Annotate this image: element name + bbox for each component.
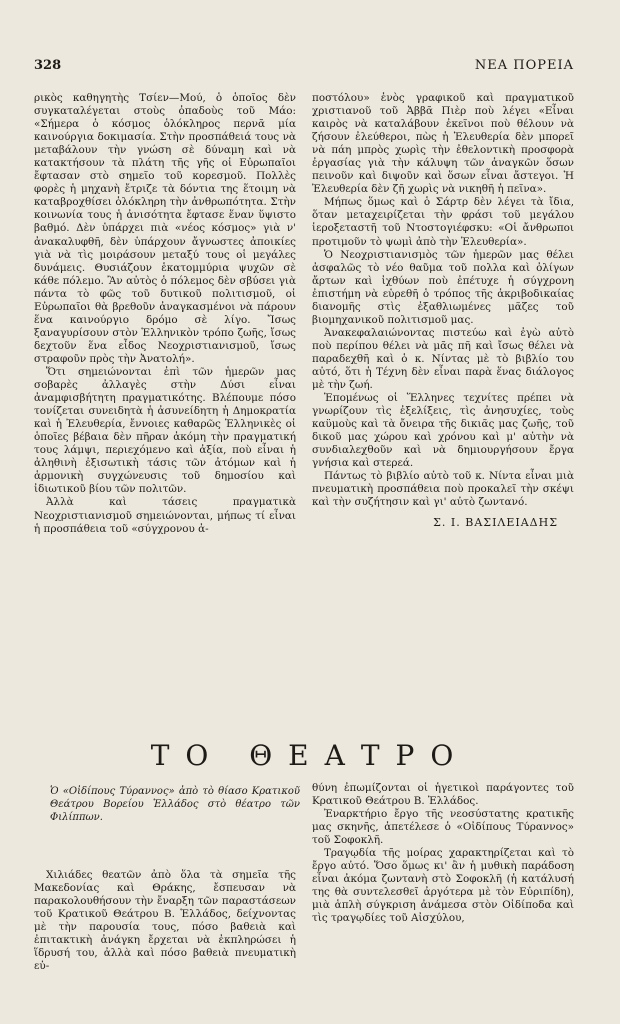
article-paragraph: Ὅτι σημειώνονται ἐπὶ τῶν ἡμερῶν μας σοβαρὲς ἀλλαγὲς στὴν Δύσι εἶναι ἀναμφισβήτητη πραγματικότης. Βλέπουμε πόσο τονίζεται συνειδητὰ ἡ ἀσυνείδητη ἡ Δημοκρατία καὶ ἡ Ἐλευθερία, ἔννοιες καθαρῶς Ἑλληνικὲς οἱ ὁποῖες βέβαια δὲν πῆραν ἀκόμη τὴν πραγματική τους λάμψι, περιεχόμενο καὶ ἀξία, ποὺ εἶναι ἡ ἀληθινὴ ἐξισωτικὴ τάσις τῶν ἀτόμων καὶ ἡ ἁρμονικὴ συγχώνευσις τοῦ δημοσίου καὶ ἰδιωτικοῦ βίου τῶν πολιτῶν.	[34, 365, 296, 496]
theatre-paragraph: Χιλιάδες θεατῶν ἀπὸ ὅλα τὰ σημεῖα τῆς Μακεδονίας καὶ Θράκης, ἔσπευσαν νὰ παρακολουθήσουν τὴν ἔναρξη τῶν παραστάσεων τοῦ Κρατικοῦ Θεάτρου Β. Ἑλλάδος, δείχνοντας μὲ τὴν παρουσία τους, πόσο βαθειὰ καὶ ἐπιτακτικὴ ἀνάγκη ἔρχεται νὰ ἐκπληρώσει ἡ ἵδρυσή του, ἀλλὰ καὶ πόσο βαθειὰ πνευματικὴ εὐ-	[34, 869, 296, 973]
article-paragraph: Ἀλλὰ καὶ τάσεις πραγματικὰ Νεοχριστιανισμοῦ σημειώνονται, μήπως τί εἶναι ἡ προσπάθεια τοῦ «σύγχρονου ἀ-	[34, 496, 296, 535]
article-paragraph: Πάντως τὸ βιβλίο αὐτὸ τοῦ κ. Νίντα εἶναι μιὰ πνευματικὴ προσπάθεια ποὺ προκαλεῖ τὴν σκέψι καὶ τὴν συζήτησιν καὶ γι' αὐτὸ ζωντανό.	[312, 470, 574, 509]
section-title: ΤΟ ΘΕΑΤΡΟ	[150, 739, 470, 772]
journal-title: ΝΕΑ ΠΟΡΕΙΑ	[474, 58, 574, 73]
page-number: 328	[34, 58, 62, 73]
theatre-paragraph: θύνη ἐπωμίζονται οἱ ἡγετικοὶ παράγοντες τοῦ Κρατικοῦ Θεάτρου Β. Ἑλλάδος.	[312, 782, 574, 808]
article-paragraph: Μήπως ὅμως καὶ ὁ Σάρτρ δὲν λέγει τὰ ἴδια, ὅταν μεταχειρίζεται τὴν φράσι τοῦ μεγάλου ἱεροξεταστῆ τοῦ Ντοστογιέφσκυ: «Οἱ ἄνθρωποι προτιμοῦν τὸ ψωμὶ ἀπὸ τὴν Ἐλευθερία».	[312, 196, 574, 248]
article-paragraph: Ὁ Νεοχριστιανισμὸς τῶν ἡμερῶν μας θέλει ἀσφαλῶς τὸ νέο θαῦμα τοῦ πολλα καὶ ὀλίγων ἄρτων καὶ ἰχθύων ποὺ ἐπέτυχε ἡ σύγχρονη ἐπιστήμη νὰ εὑρεθῆ ὁ τρόπος τῆς ἀκριβοδικαίας διανομῆς στὶς ἐξαθλιωμένες μᾶζες τοῦ βιομηχανικοῦ πολιτισμοῦ μας.	[312, 248, 574, 326]
author-signature: Σ. Ι. ΒΑΣΙΛΕΙΑΔΗΣ	[433, 515, 558, 529]
article-paragraph: ποστόλου» ἑνὸς γραφικοῦ καὶ πραγματικοῦ χριστιανοῦ τοῦ Ἀββᾶ Πιὲρ ποὺ λέγει «Εἶναι καιρὸς νὰ καταλάβουν ἐκεῖνοι ποὺ θέλουν νὰ ζήσουν ἐλεύθεροι, πὼς ἡ Ἐλευθερία δὲν μπορεῖ νὰ πάη μπρὸς χωρὶς τὴν ἐθελοντικὴ προσφορὰ ἐργασίας γιὰ τὴν κάλυψη τῶν ἀναγκῶν ὅσων πεινοῦν καὶ διψοῦν καὶ ὅσων εἶναι ἄστεγοι. Ἡ Ἐλευθερία δὲν ζῆ χωρὶς νὰ νικηθῆ ἡ πεῖνα».	[312, 92, 574, 196]
theatre-paragraph: Τραγῳδία τῆς μοίρας χαρακτηρίζεται καὶ τὸ ἔργο αὐτό. Ὅσο ὅμως κι' ἂν ἡ μυθικὴ παράδοση εἶναι ἀκόμα ζωντανὴ στὸ Σοφοκλῆ (ἡ κατάλυσή της θὰ συντελεσθεῖ ἀργότερα μὲ τὸν Εὐριπίδη), μιὰ ἁπλὴ σύγκριση ἀνάμεσα στὸν Οἰδίποδα καὶ τὶς τραγῳδίες τοῦ Αἰσχύλου,	[312, 847, 574, 925]
article-paragraph: ρικὸς καθηγητὴς Τσίεν—Μού, ὁ ὁποῖος δὲν συγκαταλέγεται στοὺς ὀπαδοὺς τοῦ Μάο: «Σήμερα ὁ κόσμος ὁλόκληρος περνᾶ μία καινούργια δοκιμασία. Στὴν προσπάθειά τους νὰ μεταβάλουν τὴν γνώση σὲ δύναμη καὶ νὰ κατακτήσουν τὰ πλάτη τῆς γῆς οἱ Εὐρωπαῖοι ἔφτασαν στὸ σημεῖο τοῦ κορεσμοῦ. Πολλὲς φορὲς ἡ μηχανὴ ἔτριζε τὰ δόντια της ἕτοιμη νὰ καταβροχθίσει ὁλόκληρη τὴν ἀνθρωπότητα. Στὴν κοινωνία τους ἡ ἀνισότητα ἔφτασε ἕναν ὕψιστο βαθμό. Δὲν ὑπάρχει πιὰ «νέος κόσμος» γιὰ ν' ἀνακαλυφθῆ, δὲν ὑπάρχουν ἄγνωστες ἀποικίες γιὰ νὰ τὶς μοιράσουν μεταξύ τους οἱ μεγάλες δυνάμεις. Θυσιάζουν ἑκατομμύρια ψυχῶν σὲ κάθε πόλεμο. Ἂν αὐτὸς ὁ πόλεμος δὲν σβύσει γιὰ πάντα τὸ φῶς τοῦ δυτικοῦ πολιτισμοῦ, οἱ Εὐρωπαῖοι θὰ βρεθοῦν ἀναγκασμένοι νὰ πάρουν ἕνα καινούργιο δρόμο σὲ λίγο. Ἴσως ξαναγυρίσουν στὸν Ἑλληνικὸν τρόπο ζωῆς, ἴσως δεχτοῦν ἕνα εἶδος Νεοχριστιανισμοῦ, ἴσως στραφοῦν πρὸς τὴν Ἀνατολή».	[34, 92, 296, 365]
page-header	[34, 58, 574, 80]
photo-caption: Ὁ «Οἰδίπους Τύραννος» ἀπὸ τὸ θίασο Κρατικοῦ Θεάτρου Βορείου Ἑλλάδος στὸ θέατρο τῶν Φιλίππων.	[50, 786, 300, 824]
theatre-right-column	[312, 782, 574, 926]
theatre-left-column	[34, 869, 296, 973]
article-left-column	[34, 92, 296, 536]
article-paragraph: Ἀνακεφαλαιώνοντας πιστεύω καὶ ἐγὼ αὐτὸ ποὺ περίπου θέλει νὰ μᾶς πῆ καὶ ἴσως θέλει νὰ παραδεχθῆ καὶ ὁ κ. Νίντας μὲ τὸ βιβλίο του αὐτό, ὅτι ἡ Τέχνη δὲν εἶναι παρὰ ἕνας διάλογος μὲ τὴν ζωή.	[312, 326, 574, 392]
theatre-paragraph: Ἐναρκτήριο ἔργο τῆς νεοσύστατης κρατικῆς μας σκηνῆς, ἀπετέλεσε ὁ «Οἰδίπους Τύραννος» τοῦ Σοφοκλῆ.	[312, 808, 574, 847]
article-paragraph: Ἑπομένως οἱ Ἕλληνες τεχνίτες πρέπει νὰ γνωρίζουν τὶς ἐξελίξεις, τὶς ἀνησυχίες, τοὺς καϋμοὺς καὶ τὰ ὄνειρα τῆς δικιᾶς μας ζωῆς, τοῦ δικοῦ μας χώρου καὶ χρόνου καὶ μ' αὐτὴν νὰ συνδιαλεχθοῦν καὶ νὰ δημιουργήσουν ἔργα γνήσια καὶ στερεά.	[312, 392, 574, 470]
article-right-column	[312, 92, 574, 529]
